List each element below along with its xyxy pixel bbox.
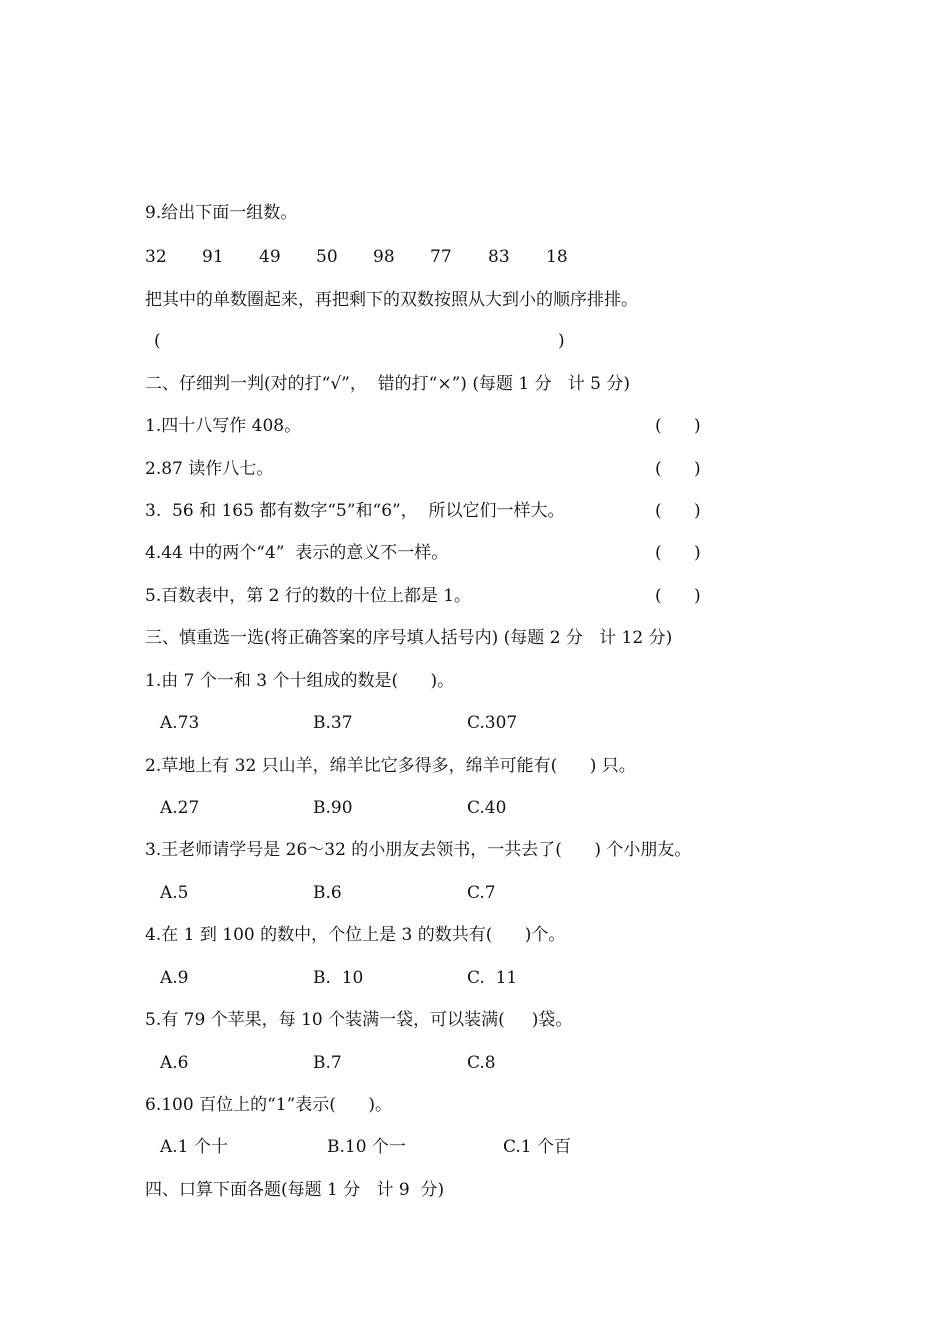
option-b: B.90	[313, 798, 353, 818]
section4-heading: 四、口算下面各题(每题 1 分 计 9 分)	[145, 1180, 445, 1200]
number-item: 91	[202, 247, 224, 267]
judge-item-1: 1.四十八写作 408。	[145, 416, 302, 436]
section2-heading: 二、仔细判一判(对的打“√”， 错的打“×”) (每题 1 分 计 5 分)	[145, 374, 631, 394]
choice-question-4: 4.在 1 到 100 的数中，个位上是 3 的数共有( )个。	[145, 925, 566, 945]
option-a: A.1 个十	[160, 1137, 228, 1157]
judge-answer-blank[interactable]: ( )	[655, 501, 701, 521]
option-a: A.27	[160, 798, 200, 818]
judge-item-4: 4.44 中的两个“4” 表示的意义不一样。	[145, 543, 449, 563]
q9-answer-close: )	[558, 331, 565, 351]
number-item: 50	[316, 247, 338, 267]
option-b: B.6	[313, 883, 342, 903]
option-b: B.10 个一	[327, 1137, 406, 1157]
option-b: B. 10	[313, 968, 364, 988]
choice-question-3: 3.王老师请学号是 26～32 的小朋友去领书，一共去了( ) 个小朋友。	[145, 840, 692, 860]
number-item: 49	[259, 247, 281, 267]
judge-item-5: 5.百数表中，第 2 行的数的十位上都是 1。	[145, 586, 472, 606]
option-c: C. 11	[467, 968, 518, 988]
option-a: A.6	[160, 1053, 189, 1073]
option-c: C.40	[467, 798, 507, 818]
number-item: 98	[373, 247, 395, 267]
q9-title: 9.给出下面一组数。	[145, 203, 298, 223]
choice-question-1: 1.由 7 个一和 3 个十组成的数是( )。	[145, 671, 455, 691]
q9-instruction: 把其中的单数圈起来，再把剩下的双数按照从大到小的顺序排排。	[145, 290, 638, 310]
number-item: 18	[546, 247, 568, 267]
option-a: A.73	[160, 713, 200, 733]
q9-answer-open: (	[154, 331, 161, 351]
choice-question-5: 5.有 79 个苹果，每 10 个装满一袋，可以装满( )袋。	[145, 1010, 573, 1030]
judge-item-3: 3. 56 和 165 都有数字“5”和“6”， 所以它们一样大。	[145, 501, 565, 521]
option-a: A.9	[160, 968, 189, 988]
option-a: A.5	[160, 883, 189, 903]
number-item: 32	[145, 247, 167, 267]
option-c: C.1 个百	[503, 1137, 572, 1157]
choice-question-6: 6.100 百位上的“1”表示( )。	[145, 1095, 392, 1115]
section3-heading: 三、慎重选一选(将正确答案的序号填人括号内) (每题 2 分 计 12 分)	[145, 628, 673, 648]
option-b: B.37	[313, 713, 353, 733]
option-c: C.8	[467, 1053, 496, 1073]
choice-question-2: 2.草地上有 32 只山羊，绵羊比它多得多，绵羊可能有( ) 只。	[145, 756, 636, 776]
option-c: C.307	[467, 713, 518, 733]
judge-answer-blank[interactable]: ( )	[655, 586, 701, 606]
option-c: C.7	[467, 883, 496, 903]
judge-answer-blank[interactable]: ( )	[655, 543, 701, 563]
judge-answer-blank[interactable]: ( )	[655, 459, 701, 479]
number-item: 77	[430, 247, 452, 267]
option-b: B.7	[313, 1053, 342, 1073]
judge-item-2: 2.87 读作八七。	[145, 459, 274, 479]
number-item: 83	[488, 247, 510, 267]
judge-answer-blank[interactable]: ( )	[655, 416, 701, 436]
